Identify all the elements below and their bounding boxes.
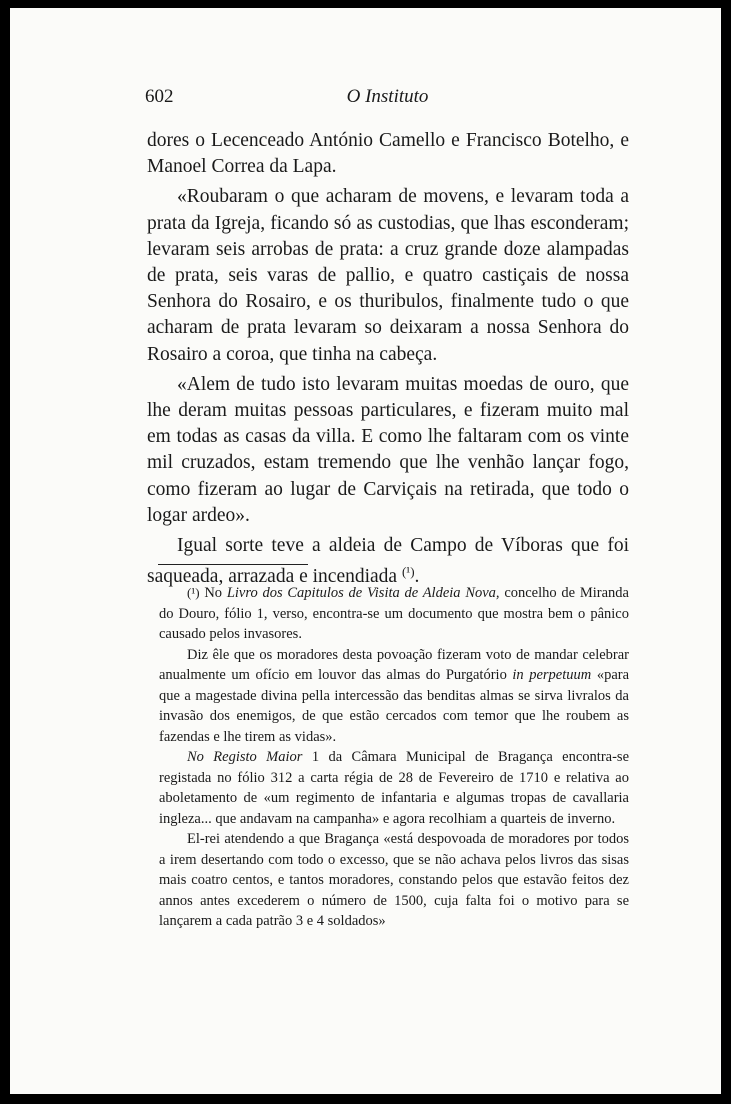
footnote-reference: (¹) — [401, 564, 415, 580]
paragraph-3: «Alem de tudo isto levaram muitas moedas de ouro, que lhe deram muitas pessoas particulares, e fizeram muito mal em todas as casas da villa. E como lhe faltaram com os vinte mil cruzados, estam tremendo que lhe venhão lançar fogo, como fizeram ao lugar de Carviçais na retirada, que todo o logar ardeo». — [147, 373, 629, 526]
footnote-register-title: No Registo Maior — [187, 749, 303, 765]
book-page — [10, 8, 721, 1094]
paragraph-4 — [147, 533, 629, 590]
footnotes — [159, 583, 629, 932]
footnote-text: Diz êle que os moradores desta povoação fizeram voto de mandar celebrar anualmente um ofício em louvor das almas do Purgatório — [159, 646, 629, 683]
paragraph-4-end: . — [414, 566, 420, 588]
footnote-paragraph-1 — [159, 583, 629, 645]
main-text — [147, 128, 629, 590]
footnote-paragraph-4: El-rei atendendo a que Bragança «está despovoada de moradores por todos a irem desertando com todo o excesso, que se não achava pelos livros das sisas mais coatro centos, e tantos moradores, constando pelos que estavão feitos dez annos antes excederem o número de 1500, cuja falta foi o motivo para se lançarem a cada patrão 3 e 4 soldados» — [159, 831, 629, 929]
page-header — [145, 86, 630, 114]
footnote-marker: (¹) — [187, 585, 200, 600]
footnote-text: concelho de Miranda do Douro, fólio 1, verso, encontra-se um documento que mostra bem o pânico causado pelos invasores. — [159, 585, 629, 642]
page-number: 602 — [145, 86, 174, 107]
paragraph-2: «Roubaram o que acharam de movens, e levaram toda a prata da Igreja, ficando só as custodias, que lhas esconderam; levaram seis arrobas de prata: a cruz grande doze alampadas de prata, seis varas de pallio, e quatro castiçais de nossa Senhora do Rosairo, e os thuribulos, finalmente tudo o que acharam de prata levaram so deixaram a nossa Senhora do Rosairo a coroa, que tinha na cabeça. — [147, 186, 629, 365]
running-title: O Instituto — [346, 86, 429, 107]
footnote-paragraph-2 — [159, 645, 629, 748]
footnote-source-title: Livro dos Capitulos de Visita de Aldeia Nova, — [226, 585, 500, 601]
footnote-divider — [158, 564, 308, 565]
footnote-text: 1 da Câmara Municipal de Bragança encontra-se registada no fólio 312 a carta régia de 28 de Fevereiro de 1710 e relativa ao aboletamento de «um regimento de infantaria e algumas tropas de cavallaria ingleza... que andavam na campanha» e agora recolhiam a quarteis de inverno. — [159, 749, 630, 827]
footnote-latin-phrase: in perpetuum — [512, 667, 592, 683]
paragraph-4-text: Igual sorte teve a aldeia de Campo de Víboras que foi saqueada, arrazada e incendiada — [147, 535, 629, 588]
footnote-text: «para que a magestade divina pella intercessão das benditas almas se sirva livralos da invasão dos enemigos, de que estão cercados com temor que lhe roubem as fazendas e lhe tirem as vidas». — [159, 667, 630, 745]
footnote-paragraph-3 — [159, 747, 629, 829]
footnote-text: No — [204, 585, 223, 601]
paragraph-1: dores o Lecenceado António Camello e Francisco Botelho, e Manoel Correa da Lapa. — [147, 130, 629, 178]
